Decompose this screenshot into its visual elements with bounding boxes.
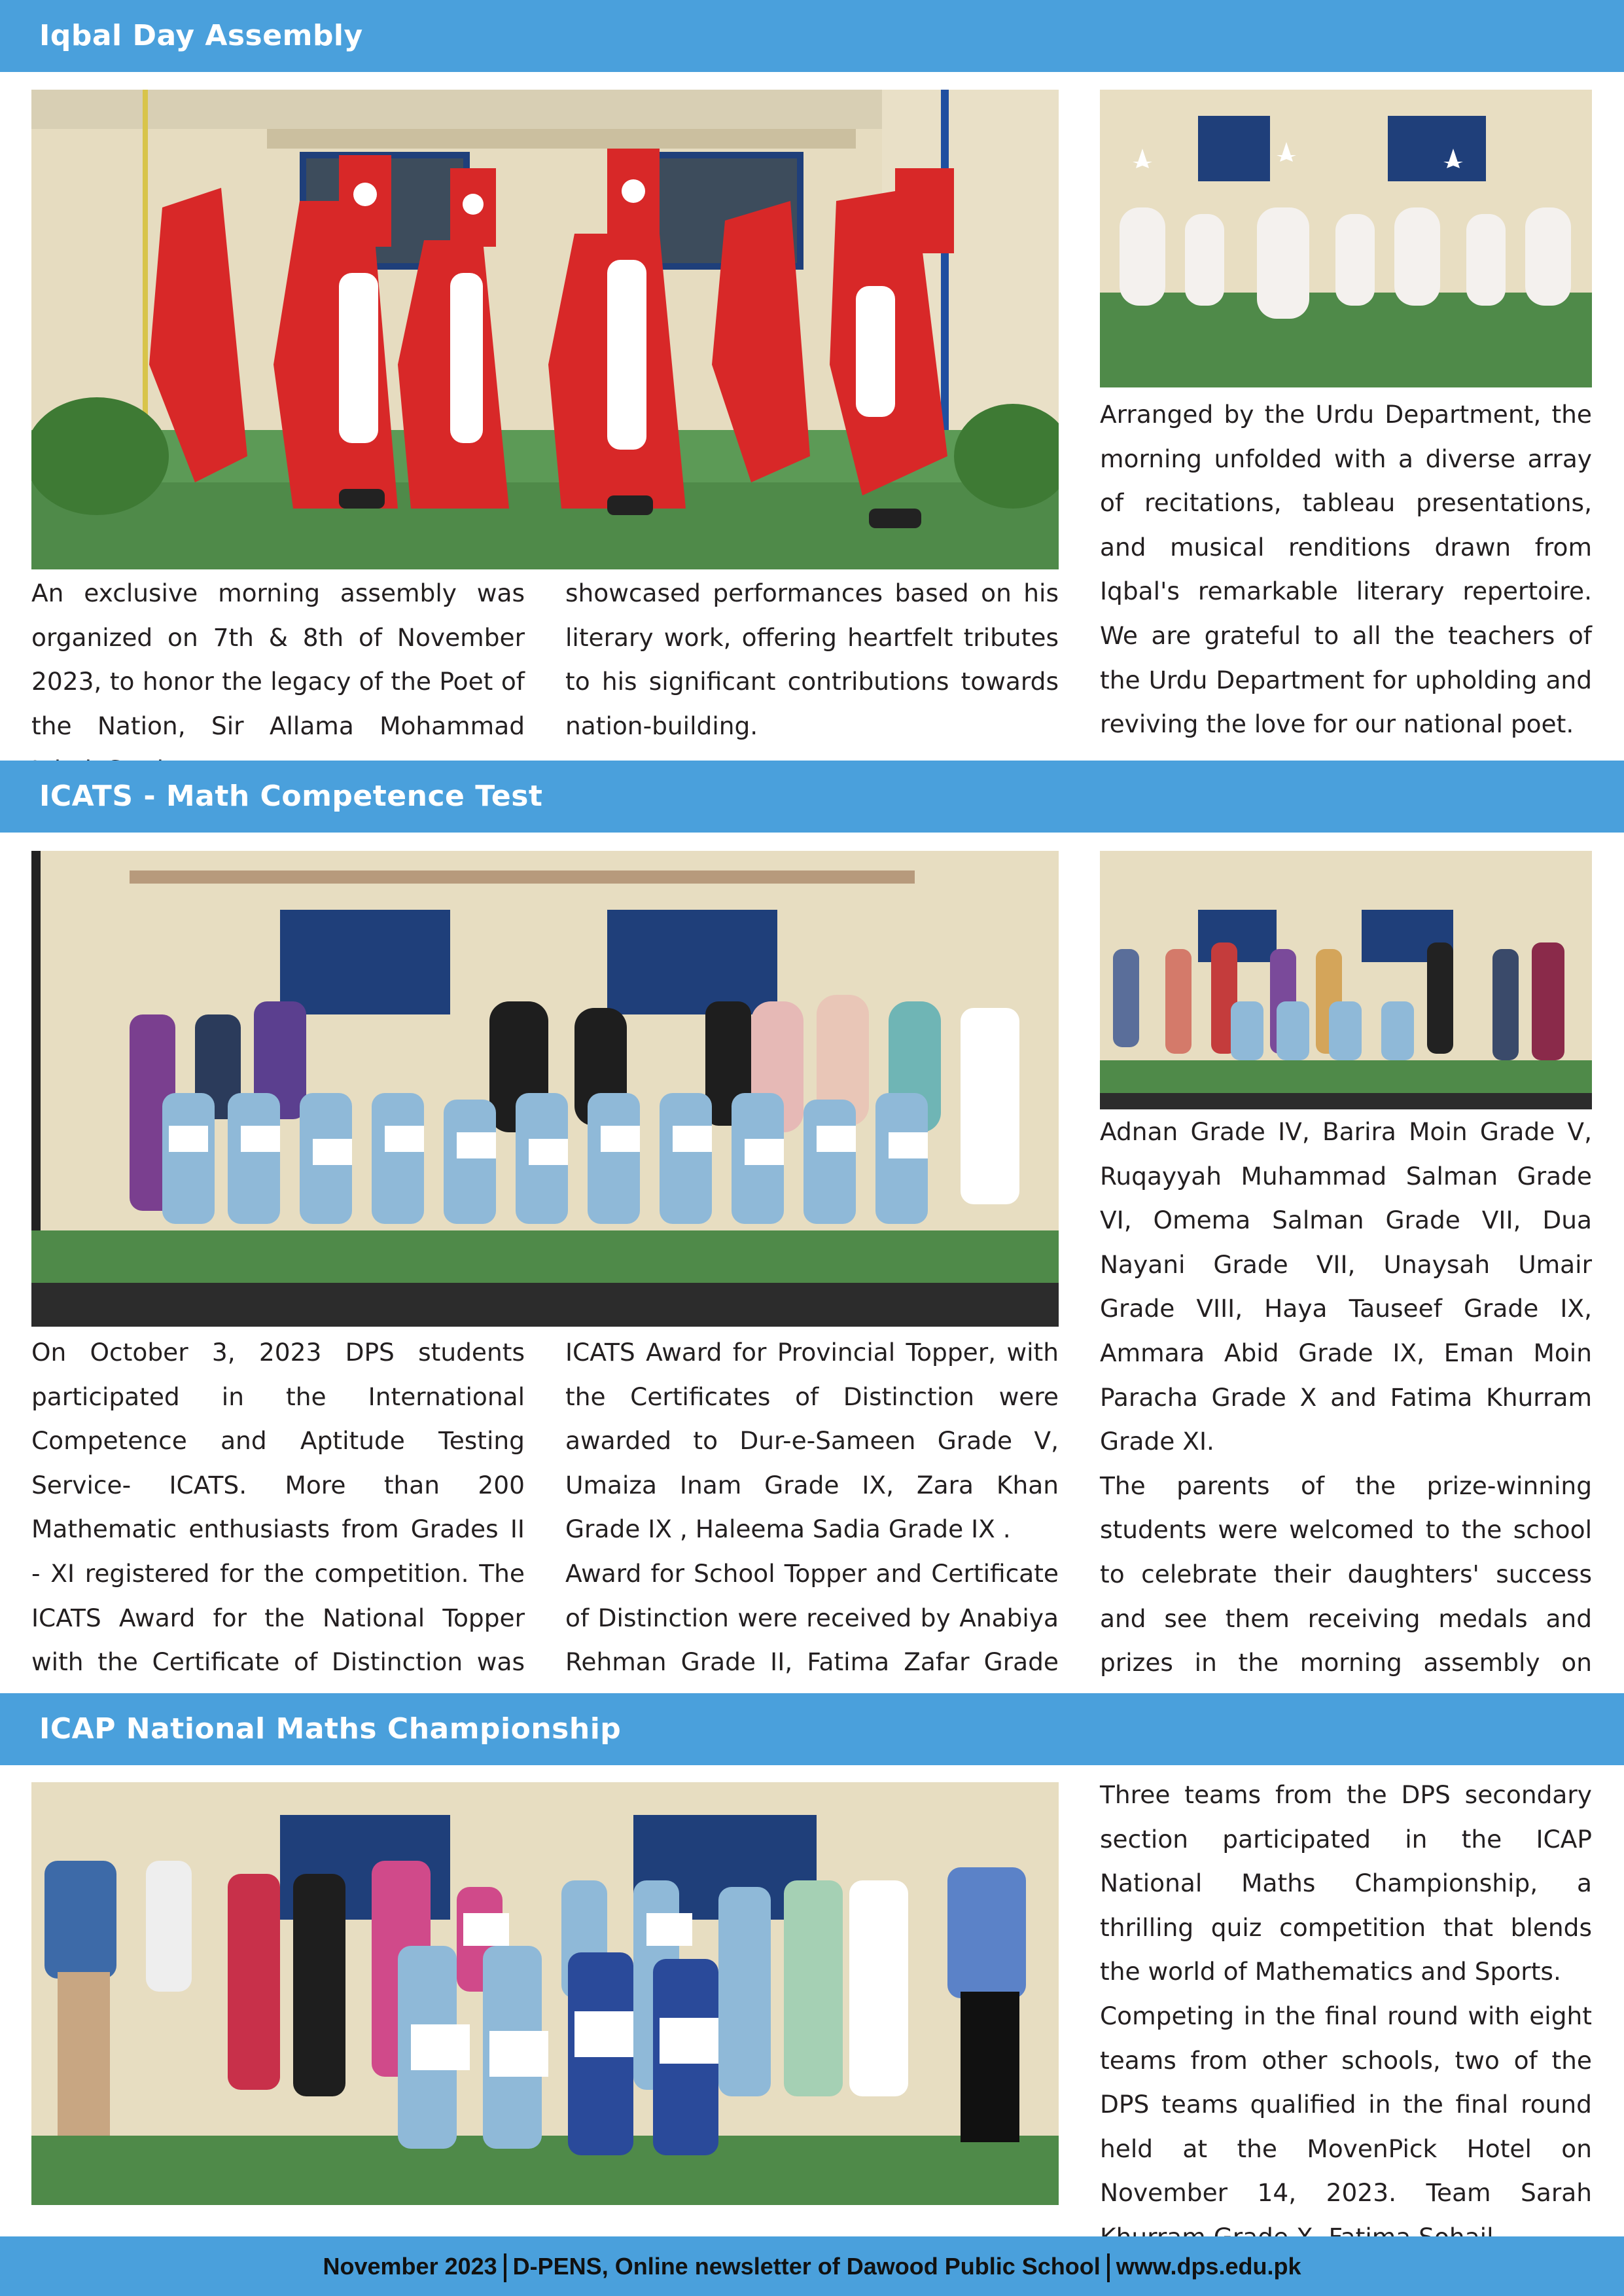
paragraph: Competing in the final round with eight teams from other schools, two of the DPS teams qualified in the final round held at the MovenPick Hotel on November 14, 2023. Team Sarah <box>1100 2001 1592 2208</box>
section-banner-icap <box>0 1693 1624 1765</box>
footer-website-link[interactable]: www.dps.edu.pk <box>1116 2253 1301 2280</box>
section-title: Iqbal Day Assembly <box>39 19 363 52</box>
paragraph: Adnan Grade IV, Barira Moin Grade V, Ruqayyah Muhammad Salman Grade VI, Omema Salman Grade VII, Dua Nayani Grade VII, Unaysah Umair Grade VIII, Haya Tauseef Grade IX, Ammara Abid Grade IX, Eman Moin Paracha Grade X and Fatima Khurram Grade XI. <box>1100 1117 1592 1456</box>
paragraph: showcased performances based on his literary work, offering heartfelt tributes to his significant contributions towards nation-building. <box>565 579 1059 740</box>
text-column-icap-1 <box>1100 1773 1592 2260</box>
section-banner-icats <box>0 761 1624 833</box>
photo-iqbal-tableau <box>31 90 1059 569</box>
footer-date: November 2023 <box>323 2253 497 2280</box>
paragraph: An exclusive morning assembly was organized on 7th & 8th of November 2023, to honor the legacy of the Poet of the Nation, Sir Allama Mohammad <box>31 579 525 740</box>
text-column-iqbal-1 <box>31 571 525 793</box>
text-column-icats-2 <box>565 1331 1059 1729</box>
photo-icats-winners <box>31 851 1059 1327</box>
paragraph: Award for School Topper and Certificate of Distinction were received by Anabiya Rehman Grade II, Fatima Zafar Grade <box>565 1558 1059 1677</box>
photo-icats-group <box>1100 851 1592 1109</box>
section-title: ICATS - Math Competence Test <box>39 780 543 813</box>
text-column-iqbal-2 <box>565 571 1059 748</box>
text-column-icats-1 <box>31 1331 525 1729</box>
footer-separator <box>504 2253 506 2282</box>
photo-icap-team <box>31 1782 1059 2205</box>
section-title: ICAP National Maths Championship <box>39 1712 622 1746</box>
text-column-icats-3 <box>1100 1110 1592 1729</box>
section-banner-iqbal-day <box>0 0 1624 72</box>
text-column-iqbal-3 <box>1100 393 1592 747</box>
footer-publication: D-PENS, Online newsletter of Dawood Public School <box>512 2253 1101 2280</box>
footer-separator <box>1107 2253 1110 2282</box>
paragraph: The parents of the prize-winning students were welcomed to the school to celebrate their daughters' success and see them receiving medals and prizes in the morning assembly on <box>1100 1471 1592 1677</box>
paragraph: On October 3, 2023 DPS students participated in the International Competence and Aptitude Testing Service- ICATS. More than 200 Mathematic enthusiasts from Grades II - XI registered for the competition. The ICATS Award for the National Topper with the Certificate of Distinction was <box>31 1338 525 1677</box>
photo-iqbal-stars <box>1100 90 1592 387</box>
paragraph: Arranged by the Urdu Department, the morning unfolded with a diverse array of recitations, tableau presentations, and musical renditions drawn from Iqbal's remarkable literary repertoire. We are grateful to all the teachers of the Urdu Department for upholding and reviving the love for our national poet. <box>1100 400 1592 739</box>
paragraph: Three teams from the DPS secondary section participated in the ICAP National Maths Championship, a thrilling quiz competition that blends the world of Mathematics and Sports. <box>1100 1780 1592 1986</box>
page-footer <box>0 2236 1624 2296</box>
paragraph: ICATS Award for Provincial Topper, with the Certificates of Distinction were awarded to Dur-e-Sameen Grade V, Umaiza Inam Grade IX, Zara Khan Grade IX , Haleema Sadia Grade IX . <box>565 1338 1059 1544</box>
